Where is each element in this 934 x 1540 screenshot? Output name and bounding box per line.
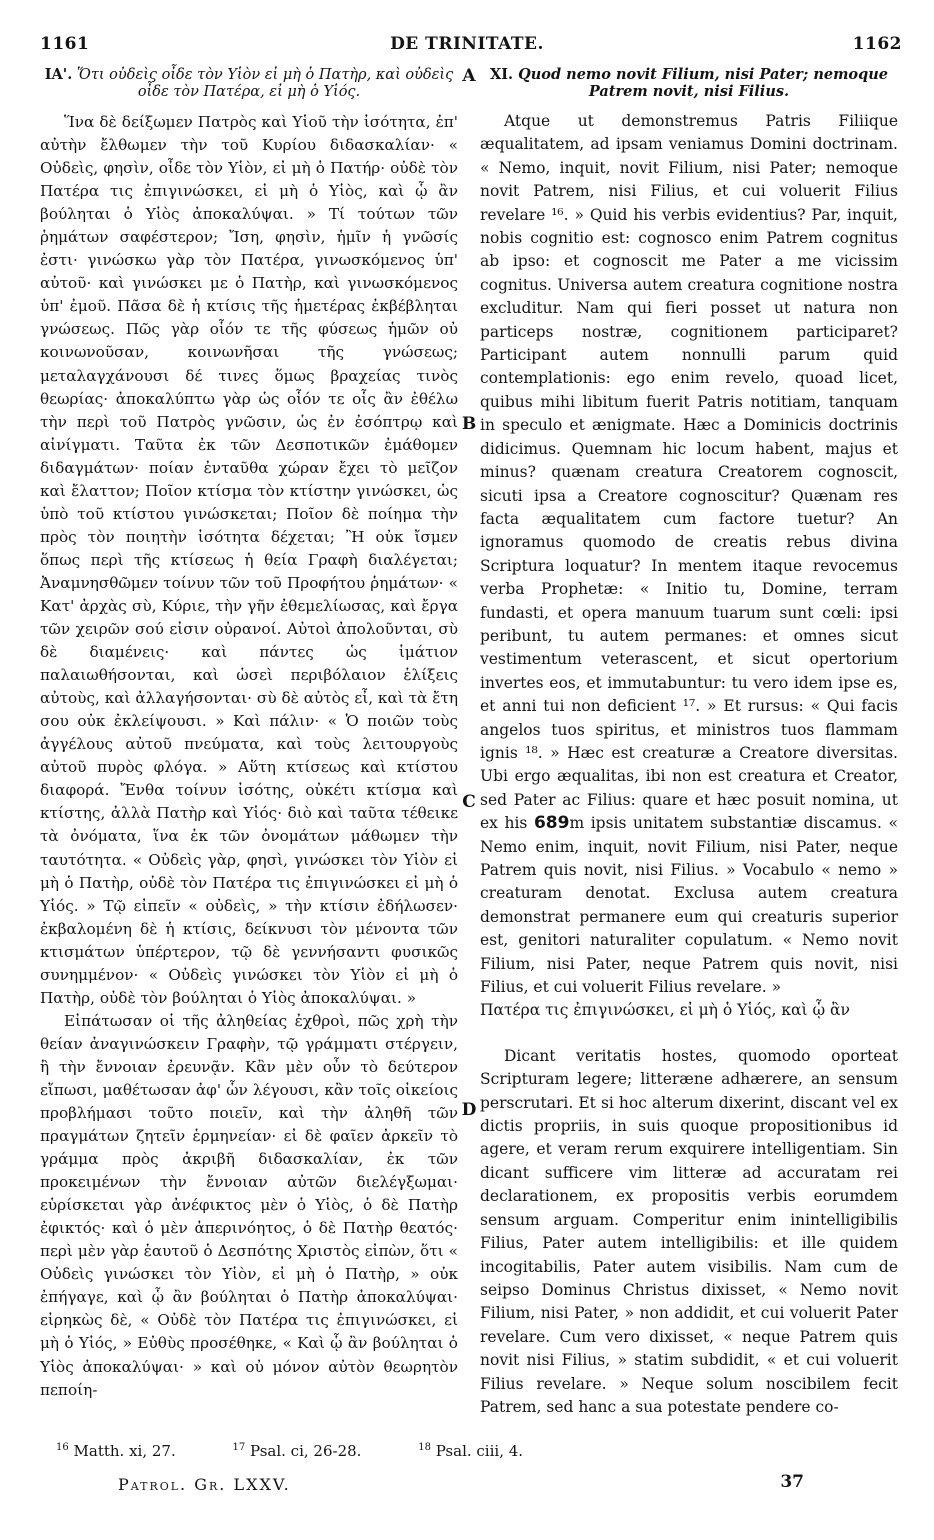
footnote-17: $^{17}$ Psal. ci, 26-28.: [232, 1442, 362, 1460]
greek-paragraph-2: Εἰπάτωσαν οἱ τῆς ἀληθείας ἐχθροὶ, πῶς χρὴ τὴν θείαν ἀναγινώσκειν Γραφὴν, τῷ γράμματι στέργειν, ἢ τὴν ἔννοιαν ἐρευνᾷν. Κἂν μὲν οὖν τὸ δεύτερον εἴπωσι, μαθέτωσαν ἀφ' ὧν λέγουσι, κἂν τοῖς οἰκείοις προβλήμασι τοῦτο ποιεῖν, καὶ τὴν ἀληθῆ τῶν πραγμάτων ζητεῖν ἑρμηνείαν· εἰ δὲ φαῖεν ἀρκεῖν τὸ γράμμα πρὸς ἀκριβῆ διδασκαλίαν, ἐκ τῶν προκειμένων τὴν ἔννοιαν αὐτῶν διελέγξωμαι· εὑρίσκεται γὰρ ἀνέφικτος μὲν ὁ Υἱὸς, ὁ δὲ Πατὴρ ἐφικτός· καὶ ὁ μὲν ἀπερινόητος, ὁ δὲ Πατὴρ θεατός· περὶ μὲν γὰρ ἑαυτοῦ ὁ Δεσπότης Χριστὸς εἰπὼν, ὅτι « Οὐδεὶς γινώσκει τὸν Υἱὸν, εἰ μὴ ὁ Πατὴρ, » οὐκ ἐπήγαγε, καὶ ᾧ ἂν βούληται ὁ Πατὴρ ἀποκαλύψαι· εἰρηκὼς δὲ, « Οὐδὲ τὸν Πατέρα τις ἐπιγινώσκει, εἰ μὴ ὁ Υἱός, » Εὐθὺς προσέθηκε, « Καὶ ᾧ ἂν βούληται ὁ Υἱὸς ἀποκαλύψαι· » καὶ οὐ μόνον αὐτὸν θεωρητὸν πεποίη-: [40, 1011, 458, 1399]
series-imprint: Patrol. Gr. LXXV.: [118, 1475, 291, 1494]
latin-chapter-title: [480, 66, 898, 100]
latin-chapter-number: XI.: [489, 66, 514, 83]
page-number-left: 1161: [40, 34, 90, 54]
footnote-18: $^{18}$ Psal. ciii, 4.: [418, 1442, 524, 1460]
column-marker-a: A: [462, 66, 476, 86]
greek-chapter-title: [40, 66, 458, 101]
page-number-right: 1162: [852, 34, 902, 54]
column-marker-b: B: [461, 414, 477, 434]
greek-chapter-heading: Ὅτι οὐδεὶς οἶδε τὸν Υἱὸν εἰ μὴ ὁ Πατὴρ, καὶ οὐδεὶς οἶδε τὸν Πατέρα, εἰ μὴ ὁ Υἱός.: [76, 67, 454, 100]
footnote-16: $^{16}$ Matth. xi, 27.: [56, 1442, 176, 1460]
signature-mark: 37: [780, 1472, 804, 1492]
footnotes: [56, 1442, 575, 1460]
latin-chapter-heading: Quod nemo novit Filium, nisi Pater; nemoque Patrem novit, nisi Filius.: [518, 66, 889, 100]
latin-paragraph-2: Dicant veritatis hostes, quomodo oporteat Scripturam legere; litteræne adhærere, an sensum perscrutari. Et si hoc alterum dixerint, discant vel ex dictis propriis, in suis quoque propositionibus id agere, et veram rerum exquirere intelligentiam. Sin dicant sufficere vim litteræ ad accuratam rei declarationem, ex propositis verbis eorumdem sensum arguam. Comperitur enim inintelligibilis Filius, Pater autem intelligibilis: et ille quidem incogitabilis, Pater autem visibilis. Nam cum de seipso Dominus Christus dixisset, « Nemo novit Filium, nisi Pater, » non addidit, et cui voluerit Pater revelare. Cum vero dixisset, « neque Patrem quis novit nisi Filius, » statim subdidit, « et cui voluerit Filius revelare. » Neque solum noscibilem fecit Patrem, sed hanc a sua potestate pendere co-: [480, 1046, 898, 1416]
greek-column: [40, 66, 458, 1402]
column-marker-d: D: [461, 1100, 477, 1120]
section-gap: [480, 1023, 898, 1045]
greek-overflow-line: Πατέρα τις ἐπιγινώσκει, εἰ μὴ ὁ Υἱός, καὶ ᾧ ἂν: [480, 1001, 850, 1020]
page-stamp: 689: [533, 813, 570, 834]
latin-paragraph-1-continued: m ipsis unitatem substantiæ discamus. « Nemo enim, inquit, novit Filium, nisi Pater, neque Patrem quis novit, nisi Filius. » Vocabulo « nemo » creaturam denotat. Exclusa autem creatura demonstrat permanere eum qui creaturis superior est, genitori naturaliter copulatum. « Nemo novit Filium, nisi Pater, neque Patrem quis novit, nisi Filius, et cui voluerit Filius revelare. »: [480, 814, 898, 997]
latin-column: [480, 66, 898, 1419]
greek-chapter-number: ΙΑ'.: [44, 66, 73, 83]
greek-paragraph-1: Ἵνα δὲ δείξωμεν Πατρὸς καὶ Υἱοῦ τὴν ἰσότητα, ἐπ' αὐτὴν ἔλθωμεν τὴν τοῦ Κυρίου διδασκαλίαν· « Οὐδεὶς, φησὶν, οἶδε τὸν Υἱὸν, εἰ μὴ ὁ Πατήρ· οὐδὲ τὸν Πατέρα τις ἐπιγινώσκει, εἰ μὴ ὁ Υἱὸς, καὶ ᾧ ἂν βούληται ὁ Υἱὸς ἀποκαλύψαι. » Τί τούτων τῶν ῥημάτων σαφέστερον; Ἴση, φησὶν, ἡμῖν ἡ γνῶσίς ἐστι· γινώσκω γὰρ τὸν Πατέρα, γινωσκόμενος ὑπ' αὐτοῦ· καὶ γινώσκει με ὁ Πατὴρ, καὶ γινωσκόμενος ὑπ' ἐμοῦ. Πᾶσα δὲ ἡ κτίσις τῆς ἡμετέρας ἐκβέβληται γνώσεως. Πῶς γὰρ οἷόν τε τῆς φύσεως ἡμῶν οὐ κοινωνοῦσαν, κοινωνῆσαι τῆς γνώσεως; μεταλαγχάνουσι δέ τινες ὅμως βραχείας τινὸς θεωρίας· ἀποκαλύπτω γὰρ ὡς οἷόν τε οἷς ἂν ἐθέλω τὴν περὶ τοῦ Πατρὸς γνῶσιν, ὡς ἐν ἐσόπτρῳ καὶ αἰνίγματι. Ταῦτα ἐκ τῶν Δεσποτικῶν ἐμάθομεν διδαγμάτων· ποίαν ἐνταῦθα χώραν ἔχει τὸ μεῖζον καὶ ἔλαττον; Ποῖον κτίσμα τὸν κτίστην γινώσκει, ὡς ὑπὸ τοῦ κτίστου γινώσκεται; Ποῖον δὲ ποίημα τὴν πρὸς τὸν ποιητὴν ἰσότητα δέχεται; Ἢ οὐκ ἴσμεν ὅπως περὶ τῆς κτίσεως ἡ θεία Γραφὴ διαλέγεται; Ἀναμνησθῶμεν τοίνυν τῶν τοῦ Προφήτου ῥημάτων· « Κατ' ἀρχὰς σὺ, Κύριε, τὴν γῆν ἐθεμελίωσας, καὶ ἔργα τῶν χειρῶν σού εἰσιν οὐρανοί. Αὐτοὶ ἀπολοῦνται, σὺ δὲ διαμένεις· καὶ πάντες ὡς ἱμάτιον παλαιωθήσονται, καὶ ὡσεὶ περιβόλαιον ἑλίξεις αὐτοὺς, καὶ ἀλλαγήσονται· σὺ δὲ αὐτὸς εἶ, καὶ τὰ ἔτη σου οὐκ ἐκλείψουσι. » Καὶ πάλιν· « Ὁ ποιῶν τοὺς ἀγγέλους αὐτοῦ πνεύματα, καὶ τοὺς λειτουργοὺς αὐτοῦ πυρὸς φλόγα. » Αὕτη κτίσεως καὶ κτίστου διαφορά. Ἔνθα τοίνυν ἰσότης, οὐκέτι κτίσμα καὶ κτίστης, ἀλλὰ Πατὴρ καὶ Υἱός· διὸ καὶ ταῦτα τέθεικε τὰ ὀνόματα, ἵνα ἐκ τῶν ὀνομάτων μάθωμεν τὴν ταυτότητα. « Οὐδεὶς γὰρ, φησὶ, γινώσκει τὸν Υἱὸν εἰ μὴ ὁ Πατὴρ, οὐδὲ τὸν Πατέρα τις ἐπιγινώσκει εἰ μὴ ὁ Υἱός. » Τῷ εἰπεῖν « οὐδεὶς, » τὴν κτίσιν ἐδήλωσεν· ἐκβαλομένη δὲ ἡ κτίσις, δείκνυσι τὸν μένοντα τῶν κτισμάτων ὑπέρτερον, τῷ δὲ γεννήσαντι φυσικῶς συνημμένον· « Οὐδεὶς γινώσκει τὸν Υἱὸν εἰ μὴ ὁ Πατὴρ, οὐδὲ τὸν βούληται ὁ Υἱὸς ἀποκαλύψαι. »: [40, 113, 458, 1007]
latin-paragraph-1-text: Atque ut demonstremus Patris Filiique æqualitatem, ad ipsam veniamus Domini doctrinam. « Nemo, inquit, novit Filium, nisi Pater; nemoque novit Patrem, nisi Filius, et cui voluerit Filius revelare ¹⁶. » Quid his verbis evidentius? Par, inquit, nobis cognitio est: cognosco enim Patrem cognitus ab ipso: et cognoscit me Pater a me vicissim cognitus. Universa autem creatura cognitione nostra excluditur. Nam qui fieri posset ut natura non particeps nostræ, cognitionem participaret? Participant autem nonnulli parum quid contemplationis: ego enim revelo, quoad licet, quibus mihi libitum fuerit Patris notitiam, tanquam in speculo et ænigmate. Hæc a Dominicis doctrinis didicimus. Quemnam hic locum habent, majus et minus? quænam creatura Creatorem cognoscit, sicuti ipsa a Creatore cognoscitur? Quænam res facta æqualitatem cum factore tuetur? An ignoramus quomodo de creatis rebus divina Scriptura loquatur? In mentem itaque revocemus verba Prophetæ: « Initio tu, Domine, terram fundasti, et opera manuum tuarum sunt cœli: ipsi peribunt, tu autem permanes: et omnes sicut vestimentum veterascent, et sicut opertorium invertes eos, et immutabuntur: tu vero idem ipse es, et anni tui non deficient ¹⁷. » Et rursus: « Qui facis angelos tuos spiritus, et ministros tuos flammam ignis ¹⁸. » Hæc est creaturæ a Creatore diversitas. Ubi ergo æqualitas, ibi non est creatura et Creator, sed Pater ac Filius: quare et hæc posuit nomina, ut ex his: [480, 112, 898, 833]
latin-paragraph-1: [480, 110, 898, 999]
column-marker-c: C: [462, 792, 476, 812]
running-title: DE TRINITATE.: [390, 34, 544, 54]
